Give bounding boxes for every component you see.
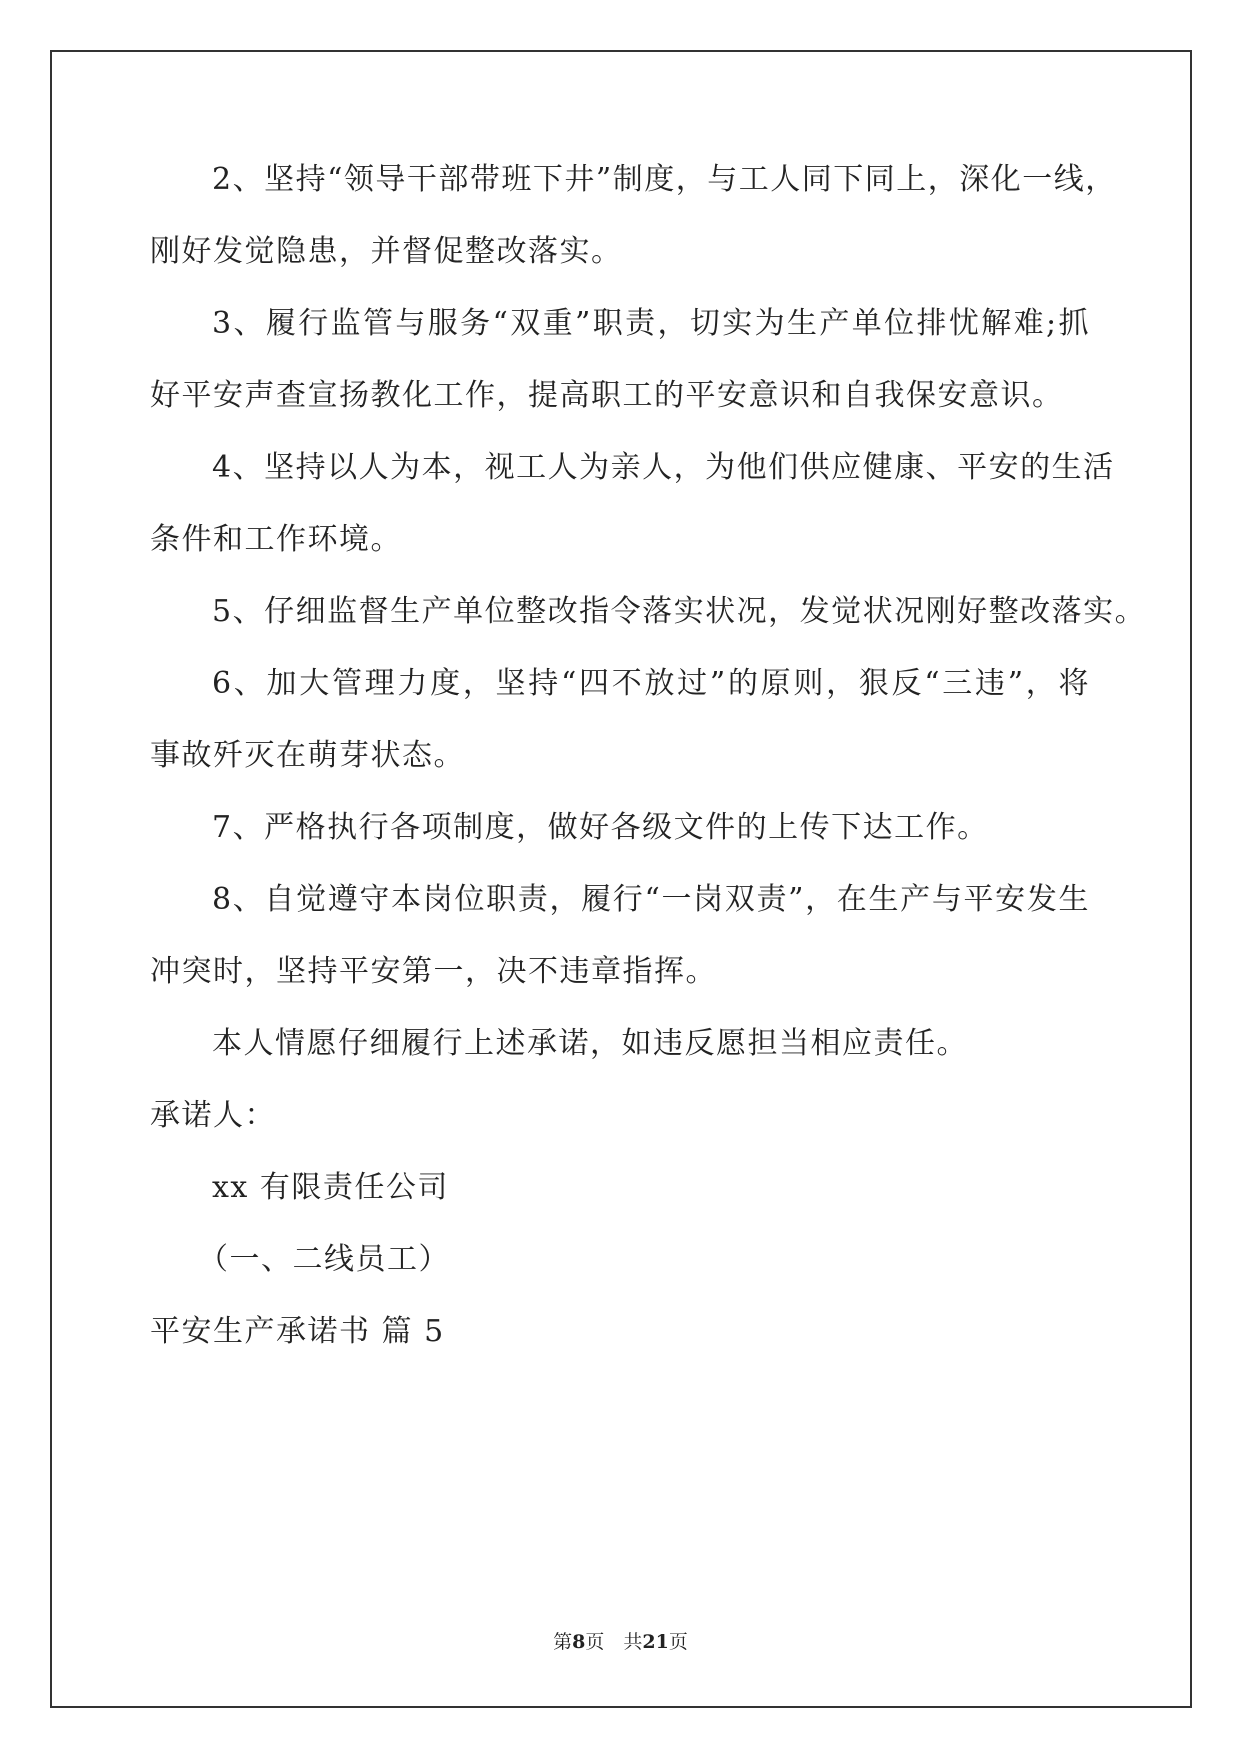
paragraph-5-line-1: 5、仔细监督生产单位整改指令落实状况，发觉状况刚好整改落实。	[212, 594, 1147, 629]
paragraph-8-line-1: 8、自觉遵守本岗位职责，履行“一岗双责”，在生产与平安发生	[212, 882, 1090, 917]
company-name: xx 有限责任公司	[212, 1170, 449, 1205]
footer-middle: 页 共	[585, 1631, 643, 1653]
paragraph-7-line-1: 7、严格执行各项制度，做好各级文件的上传下达工作。	[212, 810, 989, 845]
paragraph-8-line-2: 冲突时，坚持平安第一，决不违章指挥。	[150, 954, 717, 989]
paragraph-3-line-2: 好平安声查宣扬教化工作，提高职工的平安意识和自我保安意识。	[150, 378, 1064, 413]
commitment-statement: 本人情愿仔细履行上述承诺，如违反愿担当相应责任。	[212, 1026, 968, 1061]
footer-prefix: 第	[553, 1631, 573, 1653]
paragraph-3-line-1: 3、履行监管与服务“双重”职责，切实为生产单位排忧解难;抓	[212, 306, 1090, 341]
staff-category: （一、二线员工）	[198, 1242, 450, 1277]
paragraph-6-line-1: 6、加大管理力度，坚持“四不放过”的原则，狠反“三违”，将	[212, 666, 1090, 701]
page-footer	[0, 1630, 1241, 1654]
paragraph-6-line-2: 事故歼灭在萌芽状态。	[150, 738, 465, 773]
footer-suffix: 页	[668, 1631, 688, 1653]
total-page-count: 21	[642, 1631, 669, 1653]
current-page-number: 8	[572, 1631, 586, 1653]
paragraph-2-line-2: 刚好发觉隐患，并督促整改落实。	[150, 234, 623, 269]
section-heading: 平安生产承诺书 篇 5	[150, 1314, 445, 1349]
paragraph-4-line-2: 条件和工作环境。	[150, 522, 402, 557]
paragraph-4-line-1: 4、坚持以人为本，视工人为亲人，为他们供应健康、平安的生活	[212, 450, 1115, 485]
page-frame	[50, 50, 1192, 1708]
paragraph-2-line-1: 2、坚持“领导干部带班下井”制度，与工人同下同上，深化一线，	[212, 162, 1117, 197]
signatory-label: 承诺人：	[150, 1098, 276, 1133]
